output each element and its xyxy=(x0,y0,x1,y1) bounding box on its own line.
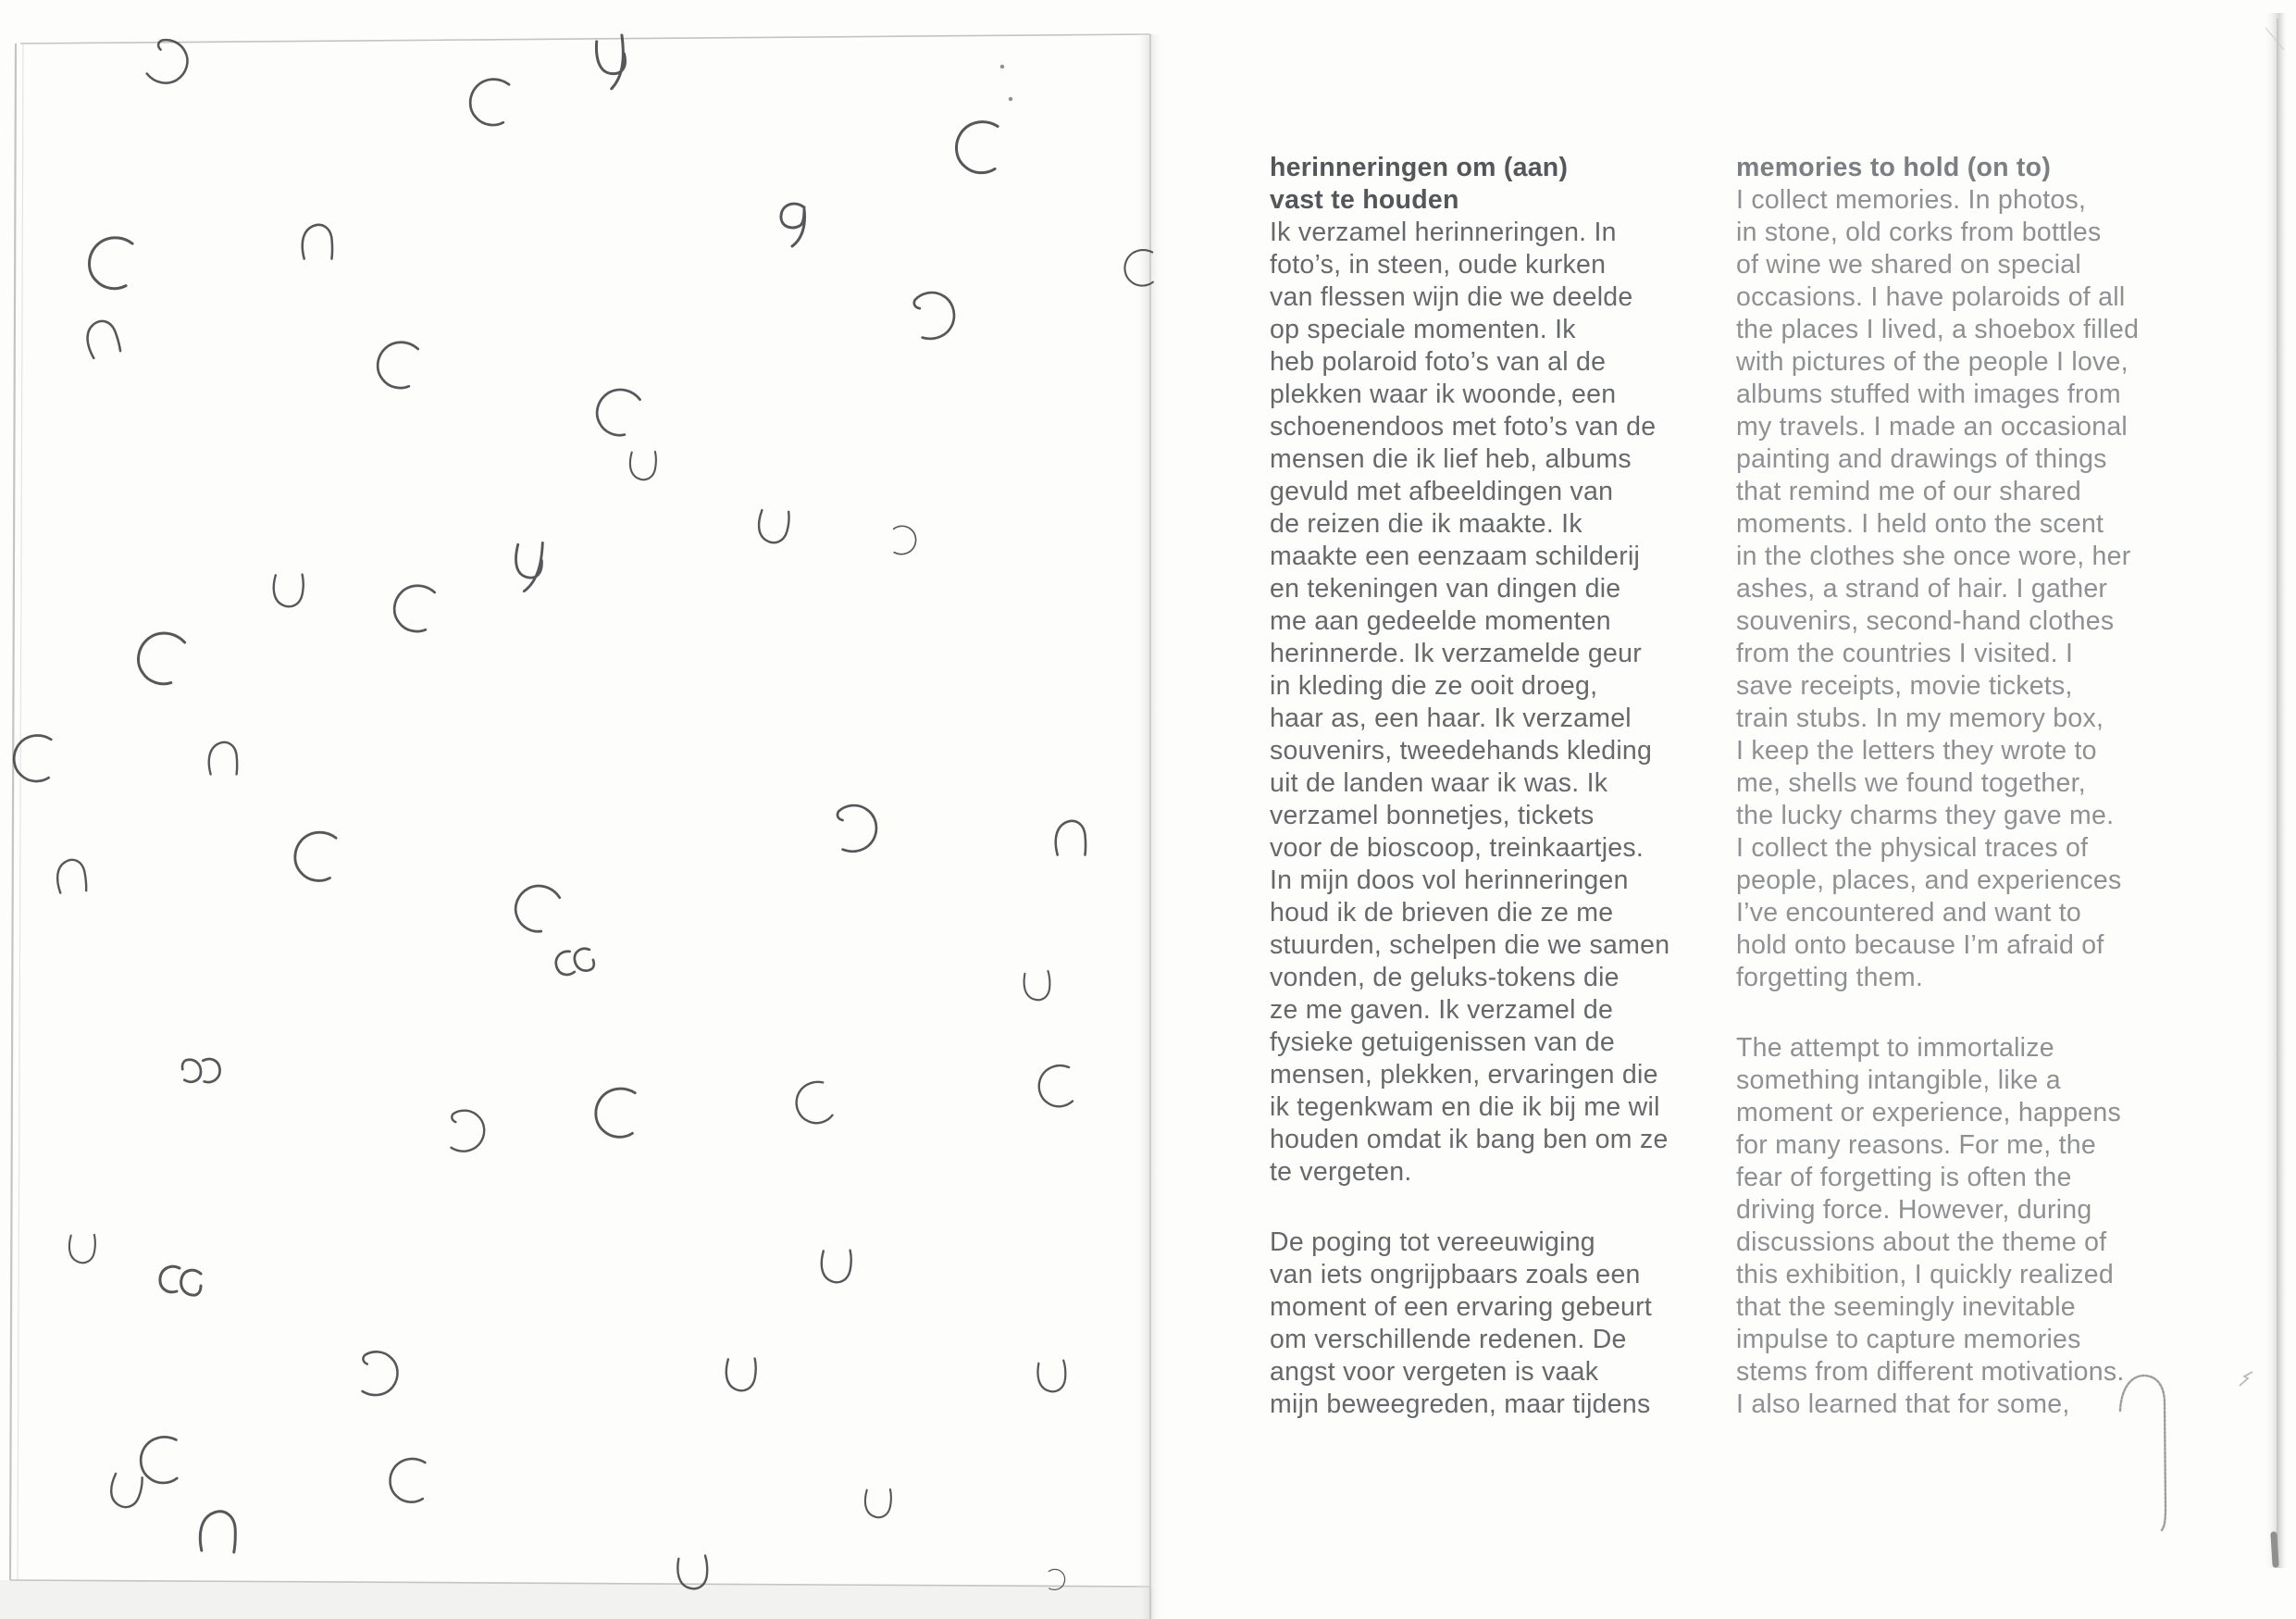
squiggle-mark xyxy=(303,225,332,259)
left-page-top-edge xyxy=(20,34,1150,44)
text-line: vonden, de geluks-tokens die xyxy=(1270,963,1620,992)
text-line: of wine we shared on special xyxy=(1736,250,2081,280)
text-line: plekken waar ik woonde, een xyxy=(1270,380,1617,409)
squiggle-mark xyxy=(466,76,510,128)
squiggle-mark xyxy=(1056,821,1086,855)
squiggle-mark xyxy=(1024,971,1052,1002)
annotation-hook-mark xyxy=(2120,1376,2166,1530)
text-line: The attempt to immortalize xyxy=(1736,1033,2054,1063)
squiggle-mark xyxy=(143,36,194,91)
squiggle-mark xyxy=(781,204,805,246)
squiggle-mark xyxy=(1036,1361,1067,1393)
squiggle-mark xyxy=(56,859,86,893)
text-line: Ik verzamel herinneringen. In xyxy=(1270,218,1617,247)
text-line: maakte een eenzaam schilderij xyxy=(1270,542,1641,571)
squiggle-mark xyxy=(85,233,133,291)
text-line: op speciale momenten. Ik xyxy=(1270,315,1576,344)
squiggle-group xyxy=(12,35,1153,1590)
squiggle-mark xyxy=(274,575,304,607)
text-line: discussions about the theme of xyxy=(1736,1227,2107,1257)
text-line: De poging tot vereeuwiging xyxy=(1270,1227,1595,1257)
text-line: something intangible, like a xyxy=(1736,1065,2061,1095)
text-line: gevuld met afbeeldingen van xyxy=(1270,477,1614,506)
text-line: om verschillende redenen. De xyxy=(1270,1325,1627,1354)
squiggle-mark xyxy=(594,35,630,90)
left-page-left-edge xyxy=(10,44,16,1580)
text-line: uit de landen waar ik was. Ik xyxy=(1270,768,1608,798)
text-line: verzamel bonnetjes, tickets xyxy=(1270,801,1595,830)
text-line: mensen die ik lief heb, albums xyxy=(1270,444,1632,474)
squiggle-mark xyxy=(69,1235,95,1263)
text-line: my travels. I made an occasional xyxy=(1736,412,2128,442)
text-line: this exhibition, I quickly realized xyxy=(1736,1260,2114,1289)
text-line: that remind me of our shared xyxy=(1736,477,2081,506)
text-line: de reizen die ik maakte. Ik xyxy=(1270,509,1582,539)
text-line: in the clothes she once wore, her xyxy=(1736,542,2131,571)
text-line: in kleding die ze ooit droeg, xyxy=(1270,671,1598,701)
text-line: ze me gaven. Ik verzamel de xyxy=(1270,995,1614,1025)
text-line: from the countries I visited. I xyxy=(1736,639,2074,668)
squiggle-mark xyxy=(792,1079,834,1127)
text-line: moments. I held onto the scent xyxy=(1736,509,2104,539)
squiggle-mark xyxy=(865,1489,891,1517)
text-line: mijn beweegreden, maar tijdens xyxy=(1270,1389,1651,1419)
text-line: occasions. I have polaroids of all xyxy=(1736,282,2126,312)
right-edge-blob xyxy=(2274,1535,2276,1564)
text-line: fysieke getuigenissen van de xyxy=(1270,1027,1615,1057)
text-line: the places I lived, a shoebox filled xyxy=(1736,315,2140,344)
text-line: schoenendoos met foto’s van de xyxy=(1270,412,1657,442)
text-line: impulse to capture memories xyxy=(1736,1325,2081,1354)
squiggle-mark xyxy=(12,733,52,782)
text-line: haar as, een haar. Ik verzamel xyxy=(1270,704,1632,733)
squiggle-mark xyxy=(912,289,958,341)
text-line: souvenirs, tweedehands kleding xyxy=(1270,736,1653,766)
edge-zigzag-mark xyxy=(2240,1372,2253,1386)
text-line: in stone, old corks from bottles xyxy=(1736,218,2102,247)
squiggle-mark xyxy=(181,1054,222,1086)
squiggle-mark xyxy=(837,803,878,853)
text-line: for many reasons. For me, the xyxy=(1736,1130,2096,1160)
text-line: van iets ongrijpbaars zoals een xyxy=(1270,1260,1641,1289)
text-line: albums stuffed with images from xyxy=(1736,380,2121,409)
squiggle-mark xyxy=(726,1359,756,1391)
text-line: heb polaroid foto’s van al de xyxy=(1270,347,1607,377)
text-line: stems from different motivations. xyxy=(1736,1357,2125,1387)
text-line: people, places, and experiences xyxy=(1736,866,2122,895)
squiggle-mark xyxy=(630,452,656,479)
text-line: I keep the letters they wrote to xyxy=(1736,736,2097,766)
squiggle-mark xyxy=(209,742,237,775)
squiggle-mark xyxy=(449,1109,486,1152)
column-heading-line: vast te houden xyxy=(1270,185,1459,215)
text-line: fear of forgetting is often the xyxy=(1736,1163,2072,1192)
text-line: In mijn doos vol herinneringen xyxy=(1270,866,1629,895)
squiggle-mark xyxy=(389,1457,427,1503)
text-line: herinnerde. Ik verzamelde geur xyxy=(1270,639,1642,668)
text-line: van flessen wijn die we deelde xyxy=(1270,282,1633,312)
text-line: voor de bioscoop, treinkaartjes. xyxy=(1270,833,1644,863)
text-line: foto’s, in steen, oude kurken xyxy=(1270,250,1607,280)
squiggle-mark xyxy=(160,1266,201,1295)
squiggle-mark xyxy=(894,526,916,554)
text-line: en tekeningen van dingen die xyxy=(1270,574,1621,604)
text-line: save receipts, movie tickets, xyxy=(1736,671,2073,701)
column-heading-line: herinneringen om (aan) xyxy=(1270,153,1569,182)
right-page-edge-shadow xyxy=(2264,13,2288,1568)
text-line: angst voor vergeten is vaak xyxy=(1270,1357,1599,1387)
ink-speck xyxy=(1009,97,1012,101)
text-line: moment of een ervaring gebeurt xyxy=(1270,1292,1653,1322)
text-line: driving force. However, during xyxy=(1736,1195,2092,1225)
text-line: mensen, plekken, ervaringen die xyxy=(1270,1060,1658,1090)
squiggle-mark xyxy=(141,1437,177,1483)
text-line: that the seemingly inevitable xyxy=(1736,1292,2076,1322)
text-line: souvenirs, second-hand clothes xyxy=(1736,606,2115,636)
text-line: hold onto because I’m afraid of xyxy=(1736,930,2104,960)
left-page-left-edge-highlight xyxy=(18,44,23,1580)
column-heading-line: memories to hold (on to) xyxy=(1736,153,2052,182)
text-line: ashes, a strand of hair. I gather xyxy=(1736,574,2108,604)
text-line: houden omdat ik bang ben om ze xyxy=(1270,1125,1669,1154)
speck-group xyxy=(1000,65,1012,101)
squiggle-mark xyxy=(131,626,187,688)
text-line: houd ik de brieven die ze me xyxy=(1270,898,1614,928)
text-line: moment or experience, happens xyxy=(1736,1098,2121,1127)
squiggle-mark xyxy=(1037,1065,1074,1108)
squiggle-mark xyxy=(200,1511,237,1552)
text-line: me aan gedeelde momenten xyxy=(1270,606,1611,636)
squiggle-mark xyxy=(594,1087,637,1139)
squiggle-mark xyxy=(507,878,562,936)
text-line: painting and drawings of things xyxy=(1736,444,2107,474)
squiggle-mark xyxy=(954,119,999,174)
text-line: forgetting them. xyxy=(1736,963,1924,992)
ink-speck xyxy=(1000,65,1004,68)
squiggle-mark xyxy=(822,1251,851,1283)
squiggle-mark xyxy=(552,943,596,980)
text-line: te vergeten. xyxy=(1270,1157,1412,1187)
squiggle-mark xyxy=(516,542,543,591)
squiggle-mark xyxy=(108,1473,143,1510)
text-line: I’ve encountered and want to xyxy=(1736,898,2082,928)
squiggle-mark xyxy=(292,828,338,883)
text-line: ik tegenkwam en die ik bij me wil xyxy=(1270,1092,1660,1122)
squiggle-mark xyxy=(390,580,437,634)
squiggle-mark xyxy=(360,1351,399,1397)
squiggle-mark xyxy=(590,382,641,439)
text-line: I collect the physical traces of xyxy=(1736,833,2089,863)
text-line: me, shells we found together, xyxy=(1736,768,2086,798)
squiggle-mark xyxy=(373,337,420,391)
text-line: I collect memories. In photos, xyxy=(1736,185,2087,215)
squiggle-mark xyxy=(83,318,121,359)
text-line: the lucky charms they gave me. xyxy=(1736,801,2115,830)
text-line: train stubs. In my memory box, xyxy=(1736,704,2104,733)
gutter-shadow xyxy=(1135,34,1164,1619)
text-line: I also learned that for some, xyxy=(1736,1389,2070,1419)
text-line: stuurden, schelpen die we samen xyxy=(1270,930,1670,960)
text-line: with pictures of the people I love, xyxy=(1736,347,2128,377)
squiggle-mark xyxy=(757,509,789,543)
